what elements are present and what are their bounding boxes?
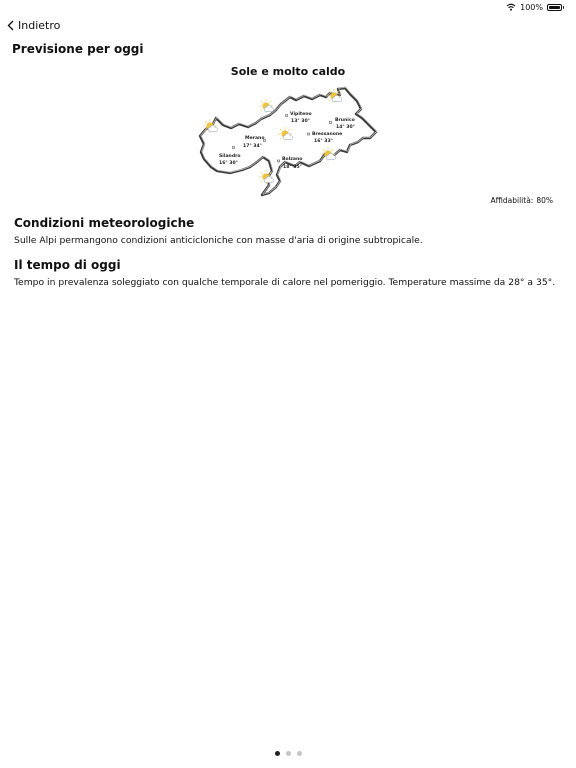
page-indicator[interactable]: [0, 751, 576, 756]
reliability-label: Affidabilità:: [490, 196, 534, 205]
city-name: Brunico: [335, 118, 355, 123]
city-merano: [243, 135, 266, 149]
section-text-conditions: Sulle Alpi permangono condizioni anticicloniche con masse d'aria di origine subtropicale.: [14, 235, 423, 246]
battery-percentage: 100%: [520, 2, 543, 12]
city-vipiteno: [286, 111, 312, 124]
city-temperature: 17° 34°: [243, 144, 262, 149]
chevron-left-icon: [7, 20, 14, 31]
city-temperature: 16° 30°: [219, 161, 238, 166]
city-name: Bressanone: [312, 132, 343, 137]
city-name: Merano: [245, 136, 265, 141]
battery-icon: [547, 4, 562, 11]
reliability-value: 80%: [536, 196, 553, 205]
city-temperature: 16° 33°: [314, 139, 333, 144]
back-button[interactable]: [7, 17, 60, 34]
region-border: [200, 88, 376, 195]
city-name: Vipiteno: [290, 112, 312, 117]
city-temperature: 14° 30°: [336, 125, 355, 130]
sun-cloud-icon: [321, 147, 335, 161]
section-text-today: Tempo in prevalenza soleggiato con qualche temporale di calore nel pomeriggio. Temperature massime da 28° a 35°.: [14, 277, 556, 288]
page-dot[interactable]: [275, 751, 280, 756]
section-heading-today: Il tempo di oggi: [14, 258, 121, 272]
city-silandro: [219, 147, 241, 167]
sun-cloud-icon: [278, 127, 292, 141]
page-dot[interactable]: [286, 751, 291, 756]
back-label: Indietro: [18, 19, 61, 32]
page-title: Previsione per oggi: [12, 42, 144, 56]
forecast-summary: Sole e molto caldo: [230, 65, 346, 78]
city-name: Silandro: [219, 154, 241, 159]
city-temperature: 13° 30°: [291, 119, 310, 124]
city-bressanone: [308, 131, 343, 144]
city-brunico: [330, 117, 355, 130]
status-bar: [506, 0, 562, 14]
section-heading-conditions: Condizioni meteorologiche: [14, 216, 195, 230]
city-temperature: 18° 35°: [283, 165, 302, 170]
city-name: Bolzano: [282, 157, 303, 162]
page-dot[interactable]: [297, 751, 302, 756]
wifi-icon: [506, 3, 516, 11]
reliability: [491, 196, 554, 205]
weather-map: [190, 82, 390, 200]
battery-fill: [549, 6, 560, 9]
sun-cloud-icon: [259, 99, 273, 113]
